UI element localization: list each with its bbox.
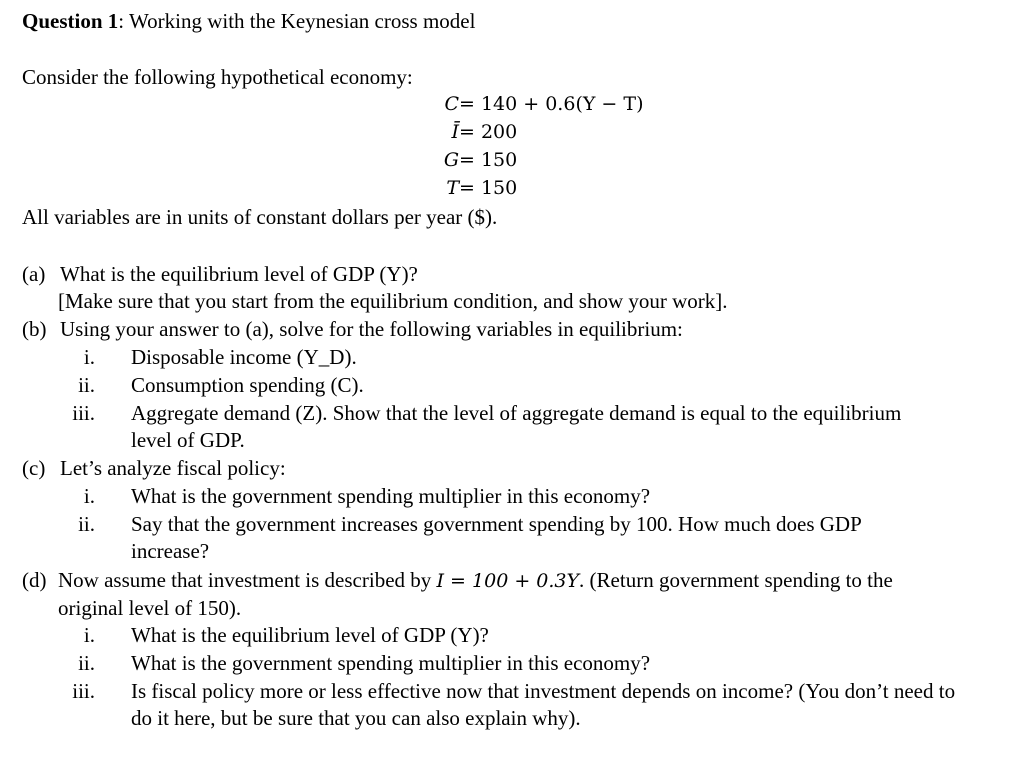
question-title xyxy=(22,8,475,34)
list-number: i. xyxy=(83,484,95,508)
equation-government xyxy=(370,146,620,174)
question-number: Question 1 xyxy=(22,9,119,33)
part-d-text-after: . (Return government spending to the original level of 150). xyxy=(58,568,893,620)
part-d-equation: I = 100 + 0.3Y xyxy=(436,570,580,592)
part-c-item-i: What is the government spending multiplier in this economy? xyxy=(131,484,651,508)
list-number: ii. xyxy=(78,373,95,397)
part-b-item-i: Disposable income (Y_D). xyxy=(131,345,357,369)
part-d-item-iii: Is fiscal policy more or less effective now that investment depends on income? (You don’t need to do it here, but be sure that you can also explain why). xyxy=(131,679,956,730)
intro-text: Consider the following hypothetical economy: xyxy=(22,65,413,89)
part-c-question: Let’s analyze fiscal policy: xyxy=(60,456,286,480)
part-d-item-i: What is the equilibrium level of GDP (Y)? xyxy=(131,623,489,647)
part-c-item-ii: Say that the government increases government spending by 100. How much does GDP increase? xyxy=(131,512,861,563)
list-number: ii. xyxy=(78,512,95,536)
part-b-item-ii: Consumption spending (C). xyxy=(131,373,364,397)
equation-consumption xyxy=(370,90,644,118)
equation-rhs: = 200 xyxy=(459,121,518,143)
part-b-item-iii: Aggregate demand (Z). Show that the level of aggregate demand is equal to the equilibrium level of GDP. xyxy=(131,401,902,452)
list-number: iii. xyxy=(72,679,95,703)
part-a-question: What is the equilibrium level of GDP (Y)? xyxy=(60,262,418,286)
equation-rhs: = 150 xyxy=(459,149,518,171)
list-number: iii. xyxy=(72,401,95,425)
list-number: ii. xyxy=(78,651,95,675)
units-note: All variables are in units of constant dollars per year ($). xyxy=(22,205,498,229)
question-title-text: : Working with the Keynesian cross model xyxy=(118,9,476,33)
part-d-label: (d) xyxy=(22,568,47,592)
part-a-note: [Make sure that you start from the equilibrium condition, and show your work]. xyxy=(58,289,728,313)
equation-lhs: C xyxy=(444,93,459,115)
equation-investment xyxy=(370,118,620,146)
part-a-label: (a) xyxy=(22,262,46,286)
part-d-question xyxy=(58,567,958,622)
part-c-label: (c) xyxy=(22,456,46,480)
part-d-text-before: Now assume that investment is described by xyxy=(58,568,432,592)
equation-rhs: = 150 xyxy=(459,177,518,199)
equation-taxes xyxy=(370,174,620,202)
equation-lhs: G xyxy=(443,149,459,171)
part-d-item-ii: What is the government spending multiplier in this economy? xyxy=(131,651,651,675)
list-number: i. xyxy=(83,623,95,647)
part-b-question: Using your answer to (a), solve for the following variables in equilibrium: xyxy=(60,317,683,341)
equation-lhs: Ī xyxy=(451,121,459,143)
equation-rhs: = 140 + 0.6(Y − T) xyxy=(459,93,644,115)
equation-lhs: T xyxy=(446,177,459,199)
list-number: i. xyxy=(83,345,95,369)
part-b-label: (b) xyxy=(22,317,47,341)
